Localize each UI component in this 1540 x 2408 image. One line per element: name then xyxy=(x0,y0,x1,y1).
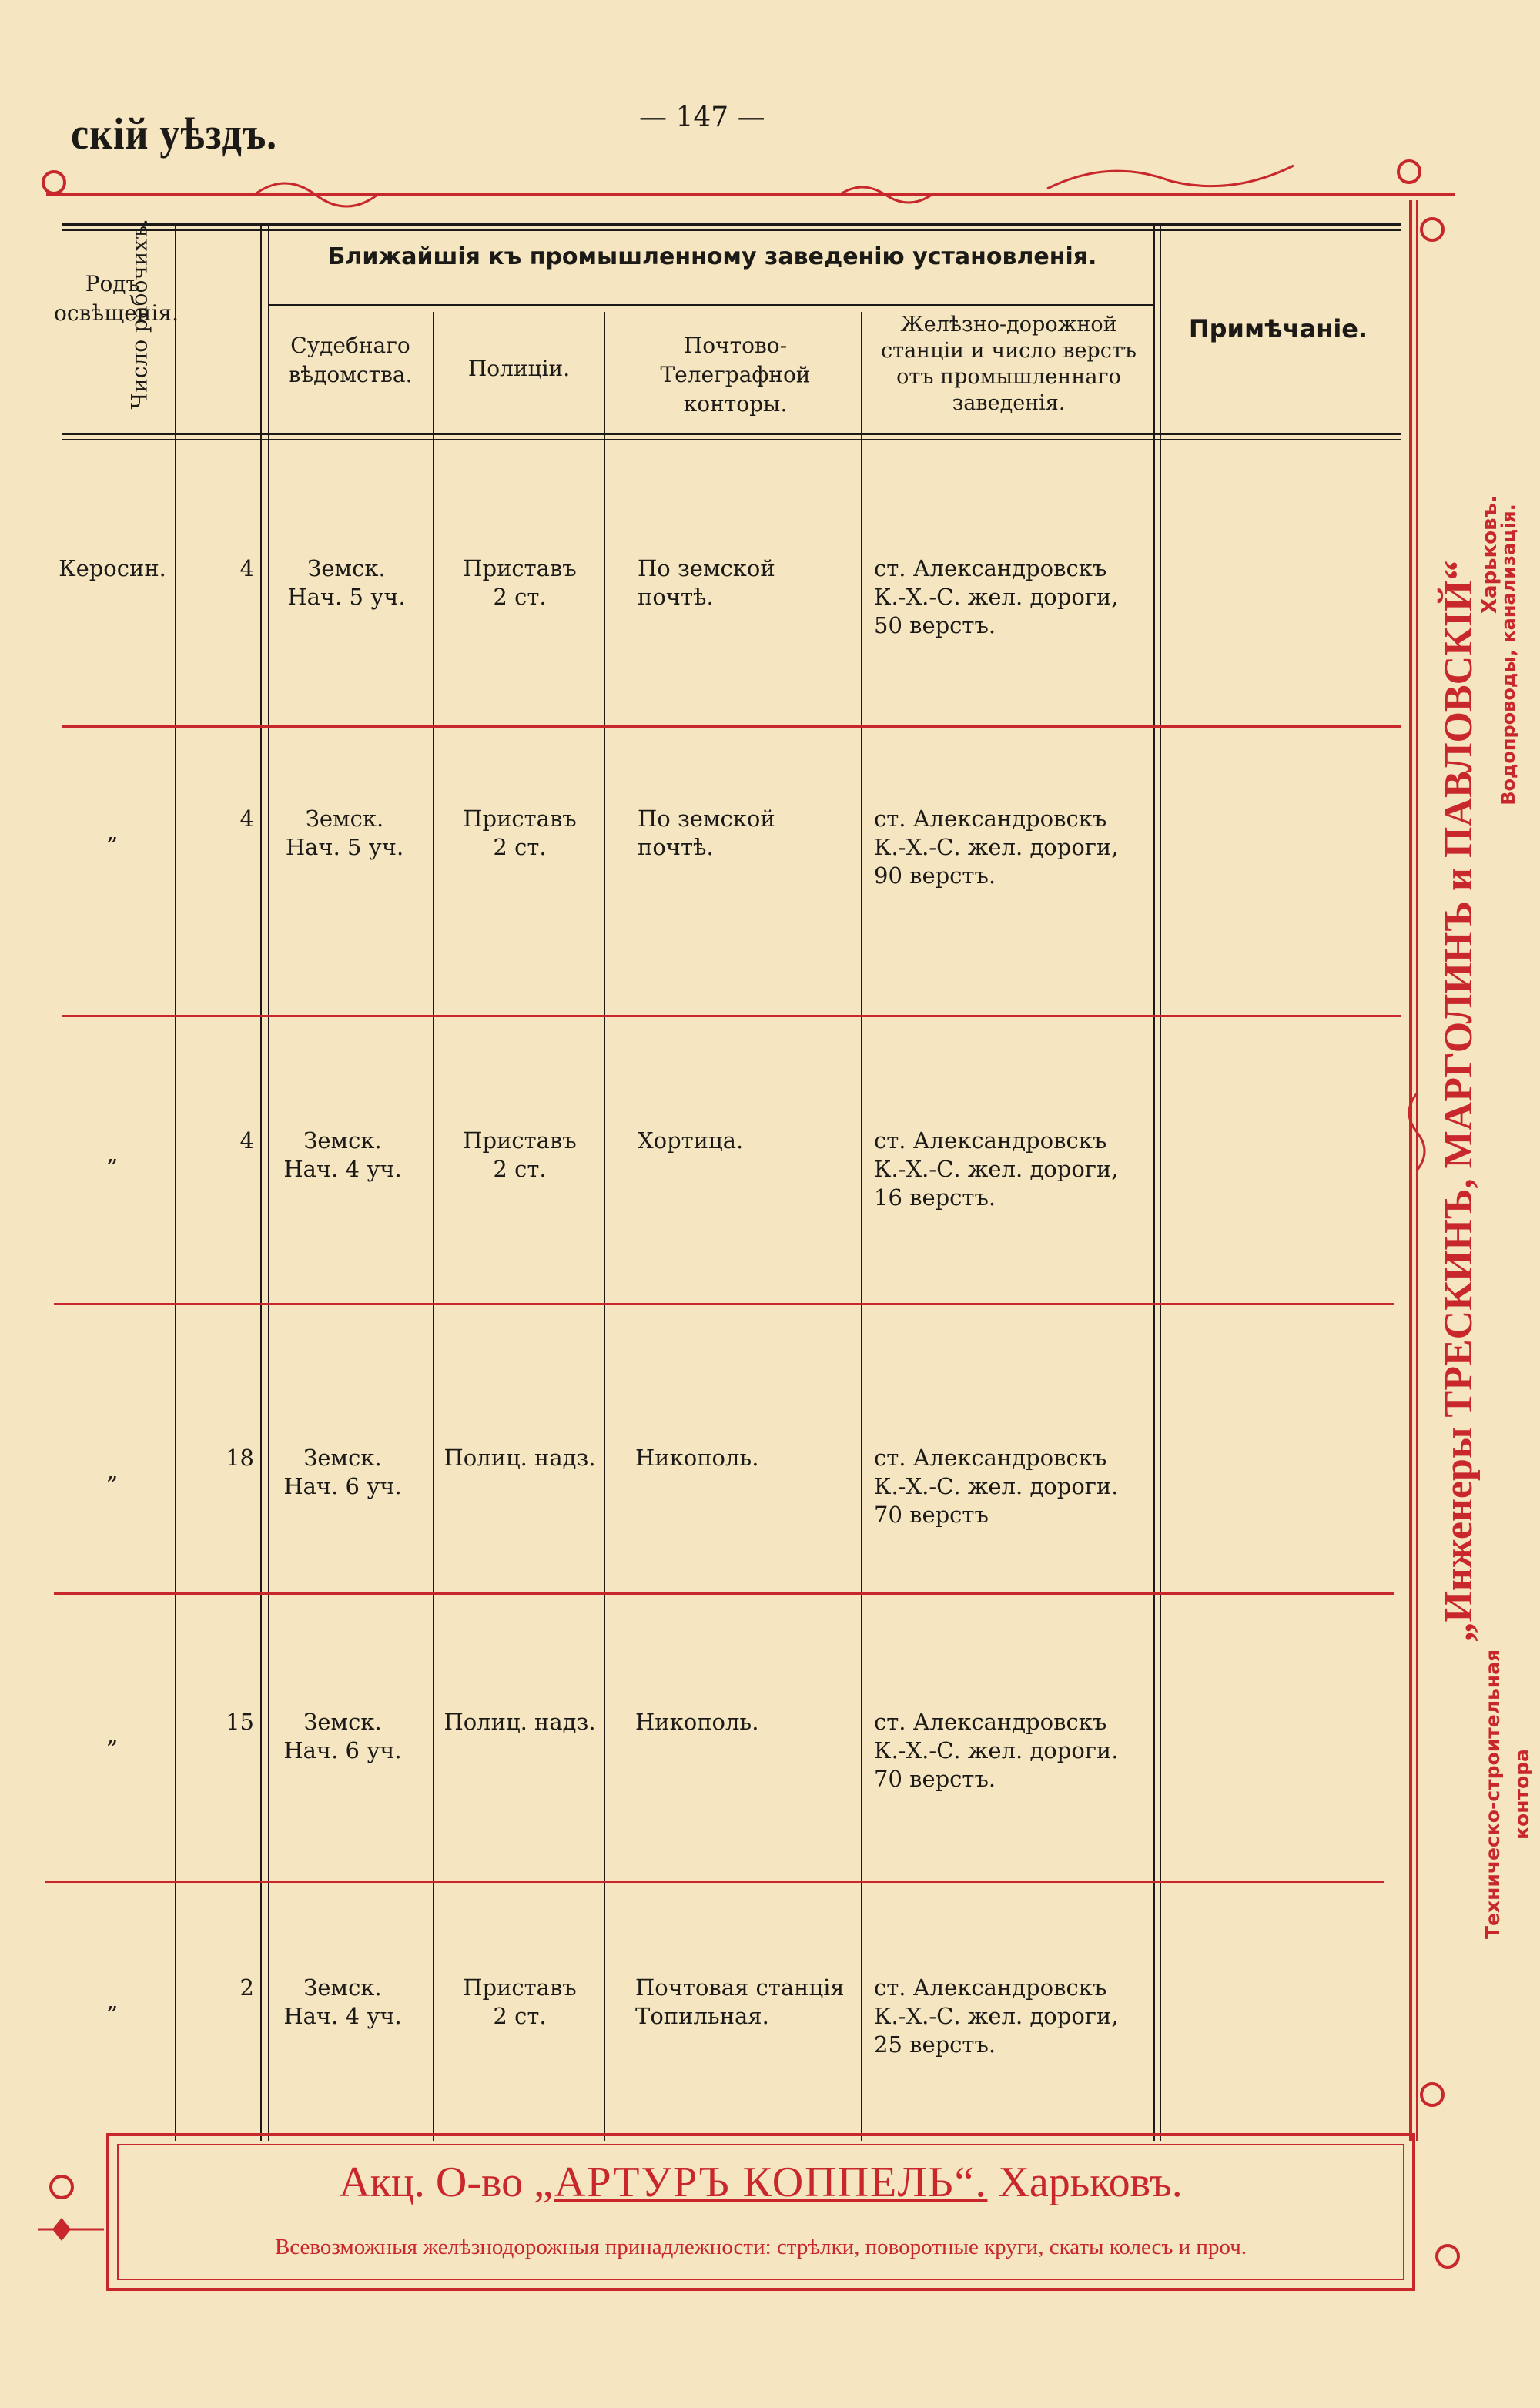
header-nearest-group: Ближайшія къ промышленному заведенію установленія. xyxy=(327,243,1097,270)
page-number: — 147 — xyxy=(639,102,765,133)
table-row-1-railway: ст. Александровскъ К.-Х.-С. жел. дороги, 50 верстъ. xyxy=(874,555,1119,638)
table-row-5-police: Полиц. надз. xyxy=(444,1709,596,1735)
table-row-3-post: Хортица. xyxy=(638,1127,744,1154)
header-lighting: Родъ освѣщенія. xyxy=(54,271,179,326)
right-flourish-icon xyxy=(1417,2225,1478,2287)
header-ornament xyxy=(31,142,1471,212)
table-row-1-judicial: Земск. Нач. 5 уч. xyxy=(287,555,406,610)
side-ad xyxy=(1401,185,1533,2156)
bottom-ad-city: Харьковъ. xyxy=(998,2158,1183,2206)
table-row-6-post: Почтовая станція Топильная. xyxy=(635,1974,845,2029)
header-post: Почтово-Телеграфной конторы. xyxy=(660,333,811,417)
table-row-2-workers: 4 xyxy=(239,805,254,832)
side-ad-city: Харьковъ. xyxy=(1478,494,1502,615)
header-police: Полиціи. xyxy=(467,356,571,381)
table-row-5-judicial: Земск. Нач. 6 уч. xyxy=(283,1709,402,1763)
table-row-4-post: Никополь. xyxy=(635,1445,759,1471)
table-row-2-lighting: „ xyxy=(106,819,119,845)
table-row-4-judicial: Земск. Нач. 6 уч. xyxy=(283,1445,402,1499)
bottom-ad-headline xyxy=(109,2158,1412,2207)
table-row-1-lighting: Керосин. xyxy=(59,555,166,581)
table-row-3-workers: 4 xyxy=(239,1127,254,1154)
table-row-5-workers: 15 xyxy=(226,1709,254,1735)
table-row-1-police: Приставъ 2 ст. xyxy=(463,555,577,610)
table-row-1-post: По земской почтѣ. xyxy=(638,555,775,610)
table-row-5-lighting: „ xyxy=(106,1722,119,1748)
table-row-4-police: Полиц. надз. xyxy=(444,1445,596,1471)
table-row-6-workers: 2 xyxy=(239,1974,254,2001)
bottom-ad-tagline: Всевозможныя желѣзнодорожныя принадлежности: стрѣлки, поворотные круги, скаты колесъ и проч. xyxy=(274,2235,1247,2259)
table-row-5-post: Никополь. xyxy=(635,1709,759,1735)
table-row-3-judicial: Земск. Нач. 4 уч. xyxy=(283,1127,402,1182)
table-row-1-workers: 4 xyxy=(239,555,254,581)
table-row-2-railway: ст. Александровскъ К.-Х.-С. жел. дороги, 90 верстъ. xyxy=(874,805,1119,889)
bottom-ad-company-name: „АРТУРЪ КОППЕЛЬ“. xyxy=(534,2158,988,2206)
table-row-2-police: Приставъ 2 ст. xyxy=(463,805,577,860)
table-row-3-lighting: „ xyxy=(106,1140,119,1167)
table-row-6-judicial: Земск. Нач. 4 уч. xyxy=(283,1974,402,2029)
table-row-3-railway: ст. Александровскъ К.-Х.-С. жел. дороги, 16 верстъ. xyxy=(874,1127,1119,1211)
table-row-6-lighting: „ xyxy=(106,1988,119,2014)
table-row-2-post: По земской почтѣ. xyxy=(638,805,775,860)
header-judicial: Судебнаго вѣдомства. xyxy=(288,333,413,387)
bottom-ad xyxy=(106,2133,1415,2291)
side-ad-office-type: Техническо-строительная контора xyxy=(1481,1649,1533,1940)
data-table xyxy=(54,216,1398,2141)
region-title: скій уѣздъ. xyxy=(71,109,278,159)
header-note: Примѣчаніе. xyxy=(1188,314,1368,343)
table-row-4-workers: 18 xyxy=(226,1445,254,1471)
bottom-ad-company-prefix: Акц. О-во xyxy=(339,2158,524,2206)
table-row-6-railway: ст. Александровскъ К.-Х.-С. жел. дороги, 25 верстъ. xyxy=(874,1974,1119,2058)
table-row-4-lighting: „ xyxy=(106,1458,119,1484)
table-row-3-police: Приставъ 2 ст. xyxy=(463,1127,577,1182)
left-flourish-icon xyxy=(31,2164,108,2264)
side-ad-services: Водопроводы, канализація. xyxy=(1498,504,1519,805)
table-row-4-railway: ст. Александровскъ К.-Х.-С. жел. дороги. 70 верстъ xyxy=(874,1445,1119,1528)
header-railway: Желѣзно-дорожной станціи и число верстъ отъ промышленнаго заведенія. xyxy=(881,313,1137,415)
header-workers: Число рабочихъ. xyxy=(126,218,152,410)
table-row-2-judicial: Земск. Нач. 5 уч. xyxy=(285,805,404,860)
side-ad-firm: „Инженеры ТРЕСКИНЪ, МАРГОЛИНЪ и ПАВЛОВСКІЙ“ xyxy=(1437,560,1481,1643)
table-row-6-police: Приставъ 2 ст. xyxy=(463,1974,577,2029)
table-row-5-railway: ст. Александровскъ К.-Х.-С. жел. дороги. 70 верстъ. xyxy=(874,1709,1119,1792)
